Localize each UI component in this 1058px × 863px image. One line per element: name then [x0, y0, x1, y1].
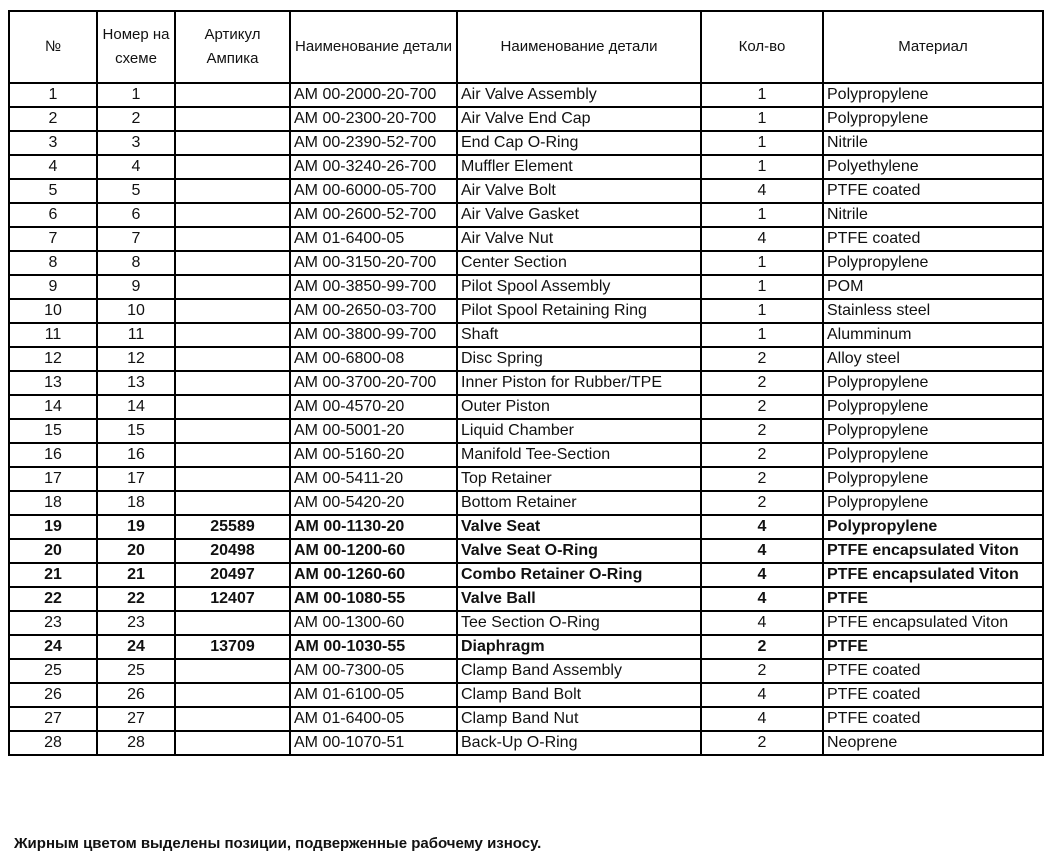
cell-scheme-no: 7 — [97, 227, 175, 251]
table-row — [9, 491, 1043, 515]
cell-article — [175, 419, 290, 443]
cell-material: Alloy steel — [823, 347, 1043, 371]
table-row — [9, 539, 1043, 563]
cell-part-name: Pilot Spool Assembly — [457, 275, 701, 299]
cell-part-code: AM 00-1200-60 — [290, 539, 457, 563]
cell-qty: 2 — [701, 491, 823, 515]
cell-qty: 2 — [701, 347, 823, 371]
cell-no: 21 — [9, 563, 97, 587]
cell-qty: 2 — [701, 467, 823, 491]
header-material: Материал — [823, 11, 1043, 83]
cell-part-name: Air Valve Nut — [457, 227, 701, 251]
cell-material: PTFE coated — [823, 683, 1043, 707]
cell-scheme-no: 12 — [97, 347, 175, 371]
cell-part-name: Valve Seat — [457, 515, 701, 539]
cell-part-name: Air Valve Bolt — [457, 179, 701, 203]
cell-part-name: Disc Spring — [457, 347, 701, 371]
cell-part-code: AM 00-5160-20 — [290, 443, 457, 467]
cell-material: Polypropylene — [823, 371, 1043, 395]
cell-article — [175, 491, 290, 515]
cell-qty: 1 — [701, 131, 823, 155]
table-row — [9, 611, 1043, 635]
table-row — [9, 683, 1043, 707]
cell-part-code: AM 00-7300-05 — [290, 659, 457, 683]
cell-no: 5 — [9, 179, 97, 203]
cell-scheme-no: 11 — [97, 323, 175, 347]
table-header-row — [9, 11, 1043, 83]
cell-part-name: Bottom Retainer — [457, 491, 701, 515]
cell-material: Polypropylene — [823, 83, 1043, 107]
cell-qty: 2 — [701, 731, 823, 755]
cell-part-name: End Cap O-Ring — [457, 131, 701, 155]
cell-material: Nitrile — [823, 203, 1043, 227]
cell-part-name: Muffler Element — [457, 155, 701, 179]
cell-scheme-no: 25 — [97, 659, 175, 683]
cell-article — [175, 155, 290, 179]
table-row — [9, 635, 1043, 659]
cell-material: Polypropylene — [823, 251, 1043, 275]
cell-no: 18 — [9, 491, 97, 515]
cell-qty: 4 — [701, 515, 823, 539]
cell-qty: 1 — [701, 107, 823, 131]
cell-article — [175, 107, 290, 131]
cell-article: 25589 — [175, 515, 290, 539]
cell-part-code: AM 00-3850-99-700 — [290, 275, 457, 299]
cell-scheme-no: 20 — [97, 539, 175, 563]
cell-part-code: AM 00-5411-20 — [290, 467, 457, 491]
cell-qty: 2 — [701, 419, 823, 443]
cell-scheme-no: 27 — [97, 707, 175, 731]
cell-scheme-no: 15 — [97, 419, 175, 443]
cell-no: 20 — [9, 539, 97, 563]
cell-part-name: Air Valve Gasket — [457, 203, 701, 227]
table-row — [9, 707, 1043, 731]
cell-qty: 1 — [701, 275, 823, 299]
cell-material: PTFE coated — [823, 179, 1043, 203]
header-qty: Кол-во — [701, 11, 823, 83]
cell-part-name: Outer Piston — [457, 395, 701, 419]
table-row — [9, 443, 1043, 467]
cell-article — [175, 707, 290, 731]
cell-scheme-no: 24 — [97, 635, 175, 659]
header-ampika-article: Артикул Ампика — [175, 11, 290, 83]
cell-no: 25 — [9, 659, 97, 683]
cell-scheme-no: 10 — [97, 299, 175, 323]
table-row — [9, 107, 1043, 131]
cell-part-code: AM 00-1130-20 — [290, 515, 457, 539]
cell-scheme-no: 14 — [97, 395, 175, 419]
cell-part-code: AM 00-1070-51 — [290, 731, 457, 755]
cell-article — [175, 179, 290, 203]
cell-part-name: Shaft — [457, 323, 701, 347]
cell-no: 7 — [9, 227, 97, 251]
cell-no: 28 — [9, 731, 97, 755]
cell-material: PTFE — [823, 587, 1043, 611]
cell-part-name: Center Section — [457, 251, 701, 275]
cell-no: 22 — [9, 587, 97, 611]
header-no: № — [9, 11, 97, 83]
cell-qty: 1 — [701, 323, 823, 347]
cell-no: 26 — [9, 683, 97, 707]
cell-material: PTFE encapsulated Viton — [823, 539, 1043, 563]
table-row — [9, 275, 1043, 299]
cell-material: PTFE coated — [823, 659, 1043, 683]
table-row — [9, 299, 1043, 323]
cell-article — [175, 227, 290, 251]
cell-scheme-no: 17 — [97, 467, 175, 491]
cell-article — [175, 83, 290, 107]
cell-scheme-no: 16 — [97, 443, 175, 467]
table-row — [9, 227, 1043, 251]
table-row — [9, 659, 1043, 683]
cell-qty: 2 — [701, 395, 823, 419]
cell-qty: 1 — [701, 155, 823, 179]
table-row — [9, 179, 1043, 203]
cell-part-name: Clamp Band Nut — [457, 707, 701, 731]
cell-part-code: AM 01-6100-05 — [290, 683, 457, 707]
cell-no: 16 — [9, 443, 97, 467]
cell-qty: 2 — [701, 635, 823, 659]
cell-material: PTFE coated — [823, 227, 1043, 251]
cell-part-code: AM 00-1030-55 — [290, 635, 457, 659]
cell-part-name: Manifold Tee-Section — [457, 443, 701, 467]
header-part-name: Наименование детали — [457, 11, 701, 83]
cell-article — [175, 251, 290, 275]
table-row — [9, 371, 1043, 395]
table-row — [9, 563, 1043, 587]
cell-part-code: AM 00-2650-03-700 — [290, 299, 457, 323]
cell-no: 10 — [9, 299, 97, 323]
cell-article — [175, 467, 290, 491]
table-row — [9, 83, 1043, 107]
table-row — [9, 251, 1043, 275]
table-row — [9, 395, 1043, 419]
cell-scheme-no: 3 — [97, 131, 175, 155]
cell-article: 13709 — [175, 635, 290, 659]
cell-material: PTFE encapsulated Viton — [823, 611, 1043, 635]
cell-article: 12407 — [175, 587, 290, 611]
cell-no: 17 — [9, 467, 97, 491]
cell-scheme-no: 18 — [97, 491, 175, 515]
cell-scheme-no: 6 — [97, 203, 175, 227]
table-row — [9, 155, 1043, 179]
cell-part-name: Tee Section O-Ring — [457, 611, 701, 635]
cell-part-code: AM 01-6400-05 — [290, 227, 457, 251]
table-row — [9, 347, 1043, 371]
cell-scheme-no: 22 — [97, 587, 175, 611]
cell-part-code: AM 00-6000-05-700 — [290, 179, 457, 203]
parts-table — [8, 10, 1044, 756]
table-row — [9, 467, 1043, 491]
cell-no: 9 — [9, 275, 97, 299]
cell-material: POM — [823, 275, 1043, 299]
cell-scheme-no: 8 — [97, 251, 175, 275]
cell-article — [175, 347, 290, 371]
cell-no: 24 — [9, 635, 97, 659]
header-part-code: Наименование детали — [290, 11, 457, 83]
cell-scheme-no: 4 — [97, 155, 175, 179]
cell-article — [175, 323, 290, 347]
table-body — [9, 83, 1043, 755]
cell-no: 27 — [9, 707, 97, 731]
cell-part-name: Diaphragm — [457, 635, 701, 659]
cell-article: 20498 — [175, 539, 290, 563]
cell-part-name: Combo Retainer O-Ring — [457, 563, 701, 587]
cell-part-name: Air Valve End Cap — [457, 107, 701, 131]
cell-no: 4 — [9, 155, 97, 179]
cell-part-code: AM 00-2300-20-700 — [290, 107, 457, 131]
cell-material: Stainless steel — [823, 299, 1043, 323]
cell-part-name: Pilot Spool Retaining Ring — [457, 299, 701, 323]
cell-qty: 4 — [701, 587, 823, 611]
cell-no: 23 — [9, 611, 97, 635]
cell-article — [175, 299, 290, 323]
cell-qty: 1 — [701, 203, 823, 227]
cell-qty: 4 — [701, 707, 823, 731]
cell-no: 1 — [9, 83, 97, 107]
table-row — [9, 587, 1043, 611]
cell-material: PTFE encapsulated Viton — [823, 563, 1043, 587]
cell-scheme-no: 1 — [97, 83, 175, 107]
cell-part-code: AM 01-6400-05 — [290, 707, 457, 731]
cell-scheme-no: 23 — [97, 611, 175, 635]
cell-part-name: Inner Piston for Rubber/TPE — [457, 371, 701, 395]
cell-part-code: AM 00-5001-20 — [290, 419, 457, 443]
cell-article — [175, 275, 290, 299]
cell-article — [175, 731, 290, 755]
table-row — [9, 419, 1043, 443]
cell-qty: 4 — [701, 227, 823, 251]
cell-no: 12 — [9, 347, 97, 371]
cell-no: 15 — [9, 419, 97, 443]
cell-article — [175, 371, 290, 395]
cell-article — [175, 203, 290, 227]
cell-part-code: AM 00-2600-52-700 — [290, 203, 457, 227]
cell-part-name: Valve Ball — [457, 587, 701, 611]
cell-qty: 4 — [701, 539, 823, 563]
cell-article: 20497 — [175, 563, 290, 587]
cell-part-code: AM 00-2390-52-700 — [290, 131, 457, 155]
cell-article — [175, 395, 290, 419]
cell-material: Polypropylene — [823, 107, 1043, 131]
cell-part-code: AM 00-1300-60 — [290, 611, 457, 635]
cell-scheme-no: 28 — [97, 731, 175, 755]
cell-no: 13 — [9, 371, 97, 395]
cell-no: 11 — [9, 323, 97, 347]
cell-scheme-no: 21 — [97, 563, 175, 587]
cell-qty: 4 — [701, 563, 823, 587]
cell-no: 14 — [9, 395, 97, 419]
cell-article — [175, 443, 290, 467]
cell-article — [175, 659, 290, 683]
cell-part-name: Clamp Band Bolt — [457, 683, 701, 707]
cell-part-code: AM 00-4570-20 — [290, 395, 457, 419]
cell-scheme-no: 2 — [97, 107, 175, 131]
table-row — [9, 731, 1043, 755]
cell-part-code: AM 00-1260-60 — [290, 563, 457, 587]
cell-part-code: AM 00-2000-20-700 — [290, 83, 457, 107]
cell-part-code: AM 00-3240-26-700 — [290, 155, 457, 179]
cell-scheme-no: 26 — [97, 683, 175, 707]
cell-qty: 2 — [701, 443, 823, 467]
table-row — [9, 203, 1043, 227]
cell-qty: 2 — [701, 659, 823, 683]
cell-article — [175, 683, 290, 707]
cell-material: PTFE — [823, 635, 1043, 659]
cell-qty: 1 — [701, 299, 823, 323]
cell-part-code: AM 00-3800-99-700 — [290, 323, 457, 347]
cell-no: 3 — [9, 131, 97, 155]
cell-no: 6 — [9, 203, 97, 227]
cell-qty: 4 — [701, 683, 823, 707]
cell-article — [175, 611, 290, 635]
cell-material: Polypropylene — [823, 395, 1043, 419]
cell-no: 19 — [9, 515, 97, 539]
cell-part-code: AM 00-5420-20 — [290, 491, 457, 515]
cell-scheme-no: 19 — [97, 515, 175, 539]
cell-part-name: Air Valve Assembly — [457, 83, 701, 107]
cell-part-name: Clamp Band Assembly — [457, 659, 701, 683]
cell-no: 8 — [9, 251, 97, 275]
cell-qty: 4 — [701, 179, 823, 203]
header-scheme-no: Номер на схеме — [97, 11, 175, 83]
cell-qty: 4 — [701, 611, 823, 635]
cell-material: Alumminum — [823, 323, 1043, 347]
cell-material: PTFE coated — [823, 707, 1043, 731]
cell-no: 2 — [9, 107, 97, 131]
cell-material: Polypropylene — [823, 491, 1043, 515]
table-row — [9, 323, 1043, 347]
cell-material: Polypropylene — [823, 515, 1043, 539]
cell-part-code: AM 00-3700-20-700 — [290, 371, 457, 395]
cell-part-code: AM 00-1080-55 — [290, 587, 457, 611]
cell-material: Nitrile — [823, 131, 1043, 155]
table-row — [9, 131, 1043, 155]
cell-part-code: AM 00-3150-20-700 — [290, 251, 457, 275]
table-row — [9, 515, 1043, 539]
cell-qty: 2 — [701, 371, 823, 395]
cell-material: Polypropylene — [823, 443, 1043, 467]
cell-scheme-no: 5 — [97, 179, 175, 203]
footnote: Жирным цветом выделены позиции, подверженные рабочему износу. — [14, 835, 542, 852]
cell-scheme-no: 13 — [97, 371, 175, 395]
cell-qty: 1 — [701, 251, 823, 275]
cell-scheme-no: 9 — [97, 275, 175, 299]
cell-article — [175, 131, 290, 155]
cell-part-name: Back-Up O-Ring — [457, 731, 701, 755]
cell-part-name: Top Retainer — [457, 467, 701, 491]
cell-material: Polypropylene — [823, 467, 1043, 491]
cell-material: Neoprene — [823, 731, 1043, 755]
cell-material: Polypropylene — [823, 419, 1043, 443]
cell-part-name: Valve Seat O-Ring — [457, 539, 701, 563]
cell-material: Polyethylene — [823, 155, 1043, 179]
cell-part-name: Liquid Chamber — [457, 419, 701, 443]
cell-part-code: AM 00-6800-08 — [290, 347, 457, 371]
cell-qty: 1 — [701, 83, 823, 107]
